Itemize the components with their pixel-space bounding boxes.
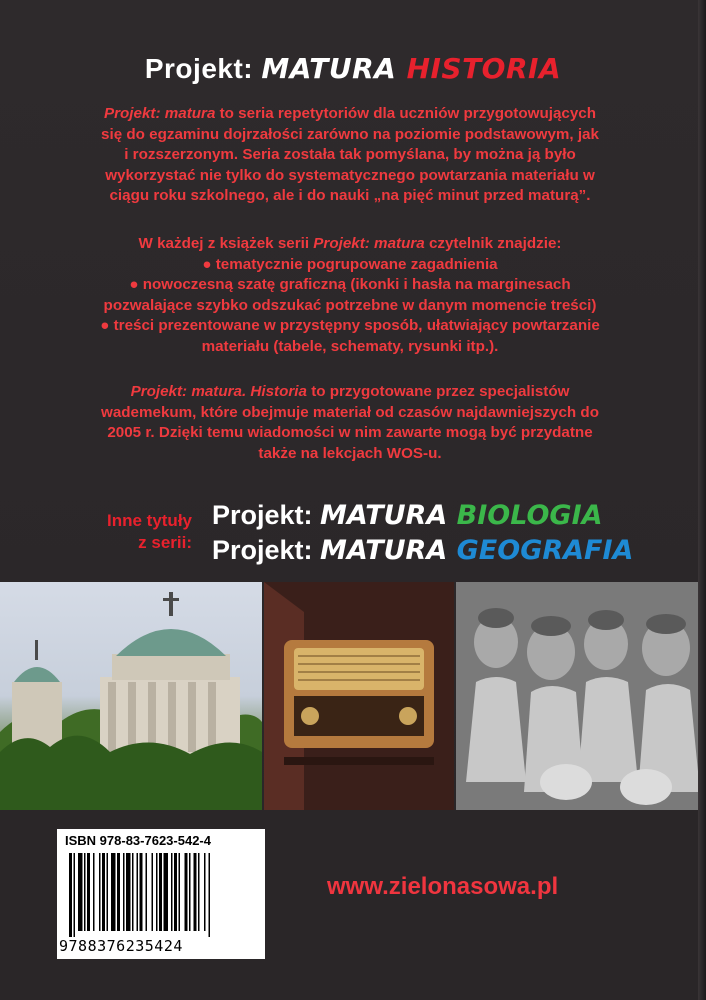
- barcode-bar: [102, 853, 105, 931]
- barcode-bar: [140, 853, 143, 931]
- page-edge: [698, 0, 706, 1000]
- paragraph-2-intro-emphasis: Projekt: matura: [313, 235, 425, 252]
- title-prefix: Projekt:: [144, 53, 262, 84]
- barcode: [65, 853, 257, 937]
- description-paragraph-2: [100, 234, 600, 358]
- paragraph-2-intro-b: czytelnik znajdzie:: [424, 235, 562, 252]
- barcode-bar: [126, 853, 131, 931]
- barcode-bar: [198, 853, 200, 931]
- barcode-bar: [111, 853, 116, 931]
- barcode-bar: [93, 853, 95, 931]
- title-subject: HISTORIA: [406, 52, 562, 85]
- feature-bullet: ● treści prezentowane w przystępny sposób, ułatwiający powtarzanie materiału (tabele, schematy, rysunki itp.).: [100, 317, 600, 355]
- barcode-bar: [132, 853, 134, 931]
- title-brand: MATURA: [261, 52, 407, 85]
- barcode-bar: [74, 853, 76, 937]
- barcode-bar: [179, 853, 181, 931]
- other-titles-label-line-1: Inne tytuły: [106, 511, 192, 530]
- barcode-bar: [146, 853, 148, 931]
- other-title-geografia: [212, 535, 633, 566]
- barcode-bar: [69, 853, 72, 937]
- paragraph-2-intro-a: W każdej z książek serii: [138, 235, 314, 252]
- feature-bullet: ● nowoczesną szatę graficzną (ikonki i hasła na marginesach pozwalające szybko odszukać potrzebne w danym momencie treści): [103, 276, 597, 314]
- series-title: [0, 52, 706, 85]
- book-name-emphasis: Projekt: matura. Historia: [130, 383, 307, 400]
- barcode-bar: [99, 853, 101, 931]
- basilica-photo: [0, 582, 262, 810]
- description-paragraph-3: [100, 382, 600, 464]
- other-title-prefix: Projekt:: [212, 500, 321, 530]
- vintage-radio-photo: [264, 582, 454, 810]
- barcode-bar: [152, 853, 154, 931]
- barcode-bar: [137, 853, 139, 931]
- other-title-biologia: [212, 500, 603, 531]
- barcode-bar: [194, 853, 197, 931]
- barcode-bar: [84, 853, 86, 931]
- barcode-bar: [123, 853, 125, 931]
- barcode-bar: [204, 853, 206, 931]
- publisher-website: www.zielonasowa.pl: [327, 873, 559, 900]
- description-paragraph-1: [100, 104, 600, 207]
- barcode-bar: [87, 853, 90, 931]
- other-titles-label-line-2: z serii:: [138, 533, 192, 552]
- barcode-bar: [171, 853, 173, 931]
- feature-bullet: ● tematycznie pogrupowane zagadnienia: [202, 255, 498, 273]
- barcode-bar: [185, 853, 188, 931]
- other-titles-label: [82, 510, 192, 554]
- series-name-emphasis: Projekt: matura: [103, 105, 216, 122]
- other-title-prefix: Projekt:: [212, 535, 321, 565]
- relief-sculpture-photo: [456, 582, 706, 810]
- barcode-panel: [57, 829, 265, 959]
- other-title-brand: MATURA: [320, 500, 457, 531]
- barcode-number: 9788376235424: [59, 937, 183, 955]
- paragraph-3-text: to przygotowane przez specjalistów wademekum, które obejmuje materiał od czasów najdawniejszych do 2005 r. Dzięki temu wiadomości w nim zawarte mogą być przydatne także na lekcjach WOS-u.: [101, 383, 599, 462]
- barcode-bar: [159, 853, 162, 931]
- barcode-bar: [174, 853, 177, 931]
- paragraph-1-text: to seria repetytoriów dla uczniów przygotowujących się do egzaminu dojrzałości zarówno na poziomie podstawowym, jak i rozszerzonym. Seria została tak pomyślana, by można ją było wykorzystać nie tylko do systematycznego powtarzania materiału w ciągu roku szkolnego, ale i do nauki „na pięć minut przed maturą”.: [101, 105, 599, 205]
- isbn-text: ISBN 978-83-7623-542-4: [65, 833, 211, 848]
- barcode-bar: [78, 853, 83, 931]
- other-title-subject: GEOGRAFIA: [456, 535, 634, 566]
- barcode-bar: [189, 853, 191, 931]
- barcode-bar: [117, 853, 120, 931]
- other-title-subject: BIOLOGIA: [456, 500, 603, 531]
- barcode-bar: [164, 853, 169, 931]
- barcode-bar: [107, 853, 109, 931]
- barcode-bar: [209, 853, 211, 937]
- barcode-bar: [156, 853, 158, 931]
- photo-strip: [0, 582, 706, 810]
- other-title-brand: MATURA: [320, 535, 457, 566]
